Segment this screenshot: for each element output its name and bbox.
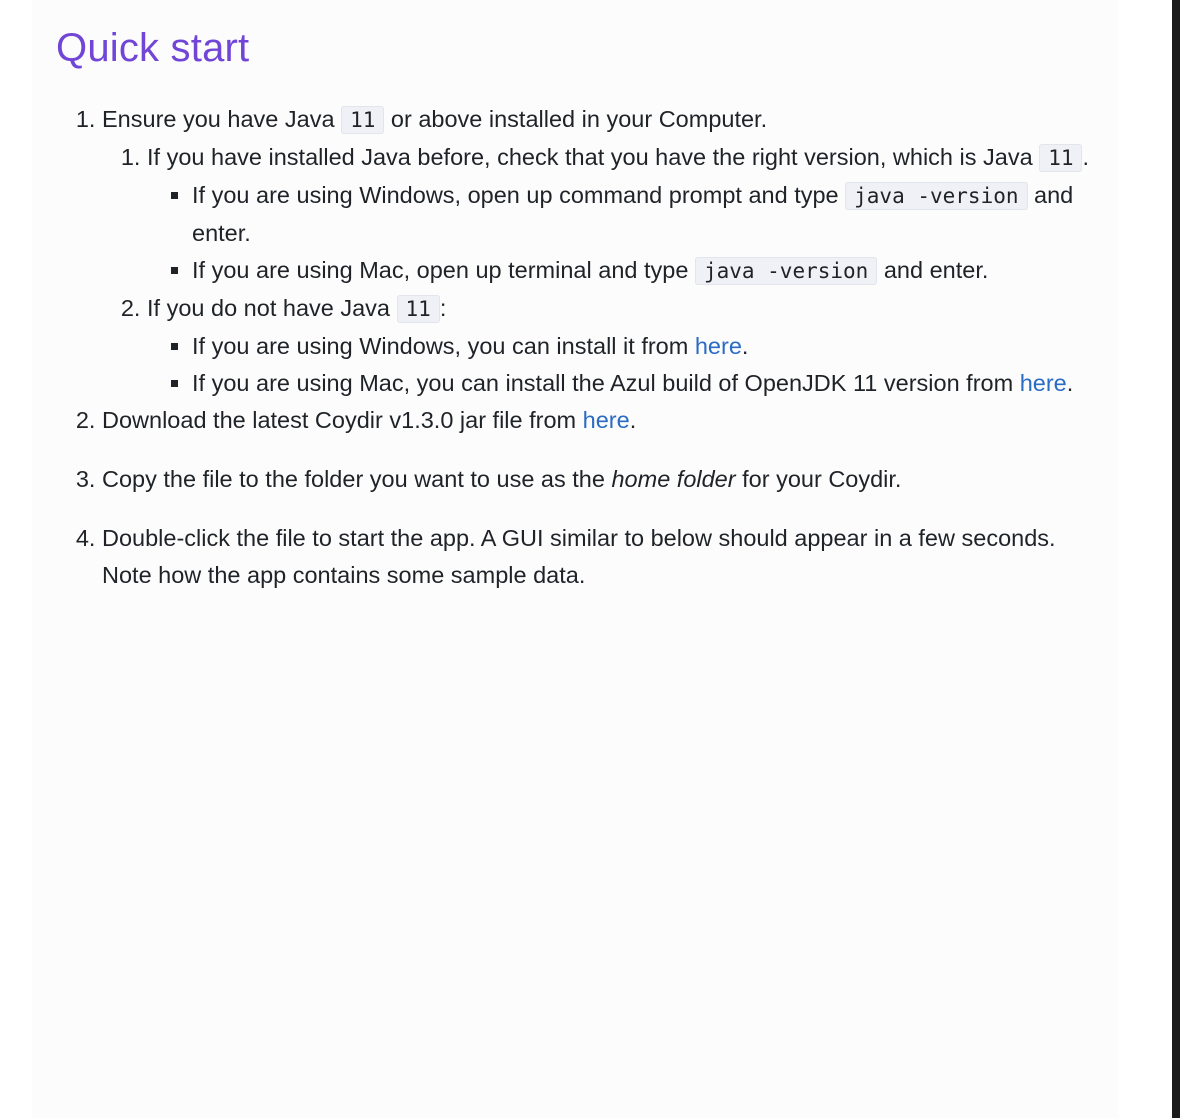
substep-install-java: 2. If you do not have Java 11 : ▪ If you are using Windows, you can install it from here. ▪ If you are using Mac, you can install the Azul build of OpenJDK 11 version from here. (147, 290, 1106, 402)
check-version-list (147, 177, 1106, 290)
install-version-code: 11 (397, 295, 440, 323)
quick-start-steps (56, 101, 1106, 594)
install-java-list (147, 328, 1106, 402)
step-copy-file: 3. Copy the file to the folder you want to use as the home folder for your Coydir. (102, 461, 1106, 498)
java-substeps (102, 139, 1106, 402)
home-folder-emphasis: home folder (611, 466, 736, 492)
download-jar-link[interactable]: here (582, 407, 630, 433)
java-version-command-windows: java -version (845, 182, 1027, 210)
install-mac-item: ▪ If you are using Mac, you can install the Azul build of OpenJDK 11 version from here. (192, 365, 1106, 402)
step-run-app: 4. Double-click the file to start the app. A GUI similar to below should appear in a few seconds. Note how the app contains some sample data. (102, 520, 1106, 594)
steps-list (56, 101, 1106, 594)
check-mac-item: ▪ If you are using Mac, open up terminal and type java -version and enter. (192, 252, 1106, 290)
install-windows-item: ▪ If you are using Windows, you can install it from here. (192, 328, 1106, 365)
substep-check-version: 1. If you have installed Java before, check that you have the right version, which is Java 11 . ▪ If you are using Windows, open up command prompt and type java -version and enter. ▪ If you are using Mac, open up terminal and type java -version and enter. (147, 139, 1106, 290)
windows-install-link[interactable]: here (694, 333, 742, 359)
java-version-code: 11 (341, 106, 384, 134)
window-edge (1172, 0, 1180, 1118)
mac-install-link[interactable]: here (1019, 370, 1067, 396)
step-download-jar: 2. Download the latest Coydir v1.3.0 jar file from here. (102, 402, 1106, 439)
java-version-command-mac: java -version (695, 257, 877, 285)
check-windows-item: ▪ If you are using Windows, open up command prompt and type java -version and enter. (192, 177, 1106, 252)
step-ensure-java: 1. Ensure you have Java 11 or above installed in your Computer. 1. If you have installed Java before, check that you have the right version, which is Java 11 . ▪ If you are using Windows, open up command prompt and type java -version and enter. ▪ If you are using Mac, open up terminal and type java -version and enter. 2. If you do not have Java 11 : ▪ If you are using Windows, you can install it from here. ▪ If you are using Mac, you can install the Azul build of OpenJDK 11 version from here. (102, 101, 1106, 402)
check-version-code: 11 (1039, 144, 1082, 172)
page-title: Quick start (56, 26, 250, 70)
